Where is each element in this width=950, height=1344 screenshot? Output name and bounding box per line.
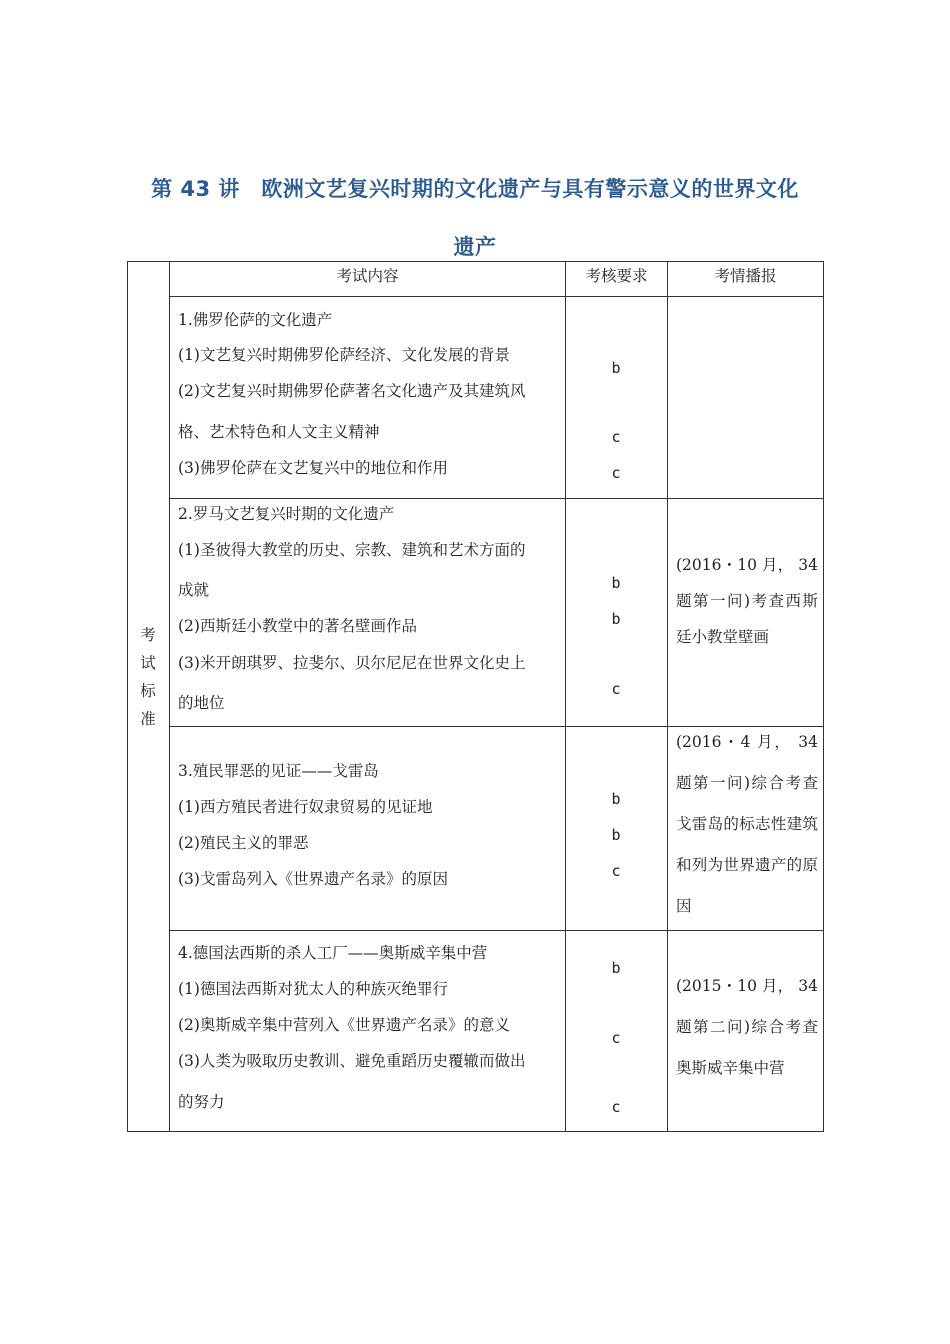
level-value: c bbox=[611, 1029, 621, 1047]
level-value: c bbox=[611, 680, 621, 698]
content-line: (1)西方殖民者进行奴隶贸易的见证地 bbox=[178, 798, 433, 816]
content-line: (3)米开朗琪罗、拉斐尔、贝尔尼尼在世界文化史上 bbox=[178, 654, 526, 672]
header-requirement: 考核要求 bbox=[585, 267, 648, 285]
level-value: b bbox=[611, 610, 621, 628]
content-line: 3.殖民罪恶的见证——戈雷岛 bbox=[178, 762, 379, 780]
header-content: 考试内容 bbox=[336, 267, 399, 285]
exam-report-text: (2016・10 月， 34 题第一问)考查西斯廷小教堂壁画 bbox=[676, 556, 818, 646]
content-line: (2)文艺复兴时期佛罗伦萨著名文化遗产及其建筑风 bbox=[178, 382, 526, 400]
exam-report-text: (2015・10 月， 34 题第二问)综合考查奥斯威辛集中营 bbox=[676, 977, 818, 1077]
side-char: 标 bbox=[140, 682, 156, 700]
content-line: (2)奥斯威辛集中营列入《世界遗产名录》的意义 bbox=[178, 1016, 510, 1034]
content-line: (1)圣彼得大教堂的历史、宗教、建筑和艺术方面的 bbox=[178, 541, 526, 559]
side-char: 试 bbox=[140, 654, 156, 672]
content-line: (2)殖民主义的罪恶 bbox=[178, 834, 309, 852]
side-label bbox=[128, 622, 168, 733]
content-line: 的地位 bbox=[178, 694, 225, 712]
title-line-2: 遗产 bbox=[453, 235, 497, 259]
level-value: c bbox=[611, 862, 621, 880]
table-rule bbox=[169, 930, 824, 931]
content-line: 1.佛罗伦萨的文化遗产 bbox=[178, 311, 333, 329]
table-rule bbox=[169, 261, 170, 1132]
table-border-bottom bbox=[127, 1131, 824, 1132]
content-line: 2.罗马文艺复兴时期的文化遗产 bbox=[178, 505, 395, 523]
level-value: b bbox=[611, 790, 621, 808]
side-char: 准 bbox=[140, 710, 156, 728]
content-line: (1)文艺复兴时期佛罗伦萨经济、文化发展的背景 bbox=[178, 346, 510, 364]
level-value: c bbox=[611, 464, 621, 482]
content-line: (1)德国法西斯对犹太人的种族灭绝罪行 bbox=[178, 980, 448, 998]
table-rule bbox=[667, 261, 668, 1132]
content-line: (3)佛罗伦萨在文艺复兴中的地位和作用 bbox=[178, 459, 448, 477]
content-line: 格、艺术特色和人文主义精神 bbox=[178, 423, 380, 441]
content-line: (2)西斯廷小教堂中的著名壁画作品 bbox=[178, 617, 417, 635]
content-line: (3)人类为吸取历史教训、避免重蹈历史覆辙而做出 bbox=[178, 1052, 526, 1070]
level-value: b bbox=[611, 359, 621, 377]
title-line-1: 第 43 讲 欧洲文艺复兴时期的文化遗产与具有警示意义的世界文化 bbox=[151, 177, 799, 201]
level-value: c bbox=[611, 428, 621, 446]
side-char: 考 bbox=[140, 626, 156, 644]
level-value: b bbox=[611, 826, 621, 844]
level-value: b bbox=[611, 574, 621, 592]
table-rule bbox=[169, 296, 824, 297]
content-line: 的努力 bbox=[178, 1093, 225, 1111]
exam-report-text: (2016・4 月， 34 题第一问)综合考查戈雷岛的标志性建筑和列为世界遗产的原因 bbox=[676, 733, 818, 915]
content-line: 4.德国法西斯的杀人工厂——奥斯威辛集中营 bbox=[178, 944, 488, 962]
table-rule bbox=[169, 498, 824, 499]
level-value: b bbox=[611, 959, 621, 977]
header-exam-report: 考情播报 bbox=[714, 267, 777, 285]
content-line: (3)戈雷岛列入《世界遗产名录》的原因 bbox=[178, 870, 448, 888]
table-border-right bbox=[823, 261, 824, 1132]
level-value: c bbox=[611, 1098, 621, 1116]
table-border-top bbox=[127, 261, 824, 262]
content-line: 成就 bbox=[178, 581, 210, 599]
